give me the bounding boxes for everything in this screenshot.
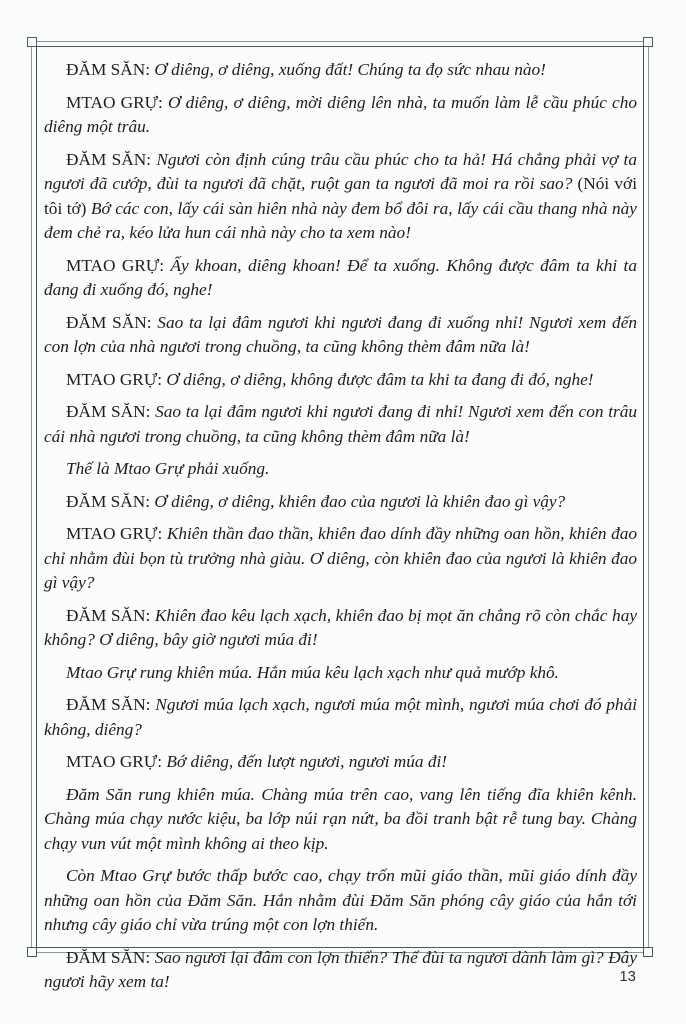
paragraph	[44, 148, 637, 246]
italic-text: Ấy khoan, diêng khoan! Để ta xuống. Không được đâm ta khi ta đang đi xuống đó, nghe!	[44, 255, 637, 299]
page-number: 13	[619, 968, 636, 985]
frame-corner-ornament	[643, 37, 653, 47]
dialogue-text	[44, 58, 637, 1003]
italic-text: Ơ diêng, ơ diêng, khiên đao của ngươi là khiên đao gì vậy?	[154, 491, 566, 511]
paragraph	[44, 311, 637, 360]
frame-corner-ornament	[27, 947, 37, 957]
speaker-label: (Nói với tôi tớ)	[44, 174, 637, 218]
italic-text: Ơ diêng, ơ diêng, xuống đất! Chúng ta đọ sức nhau nào!	[154, 60, 546, 79]
speaker-label: ĐĂM SĂN:	[66, 312, 158, 332]
speaker-label: ĐĂM SĂN:	[66, 60, 155, 79]
paragraph	[44, 783, 637, 857]
italic-text: Đăm Săn rung khiên múa. Chàng múa trên cao, vang lên tiếng đĩa khiên kênh. Chàng múa chạy nước kiệu, ba lớp núi rạn nứt, ba đồi tranh bật rễ tung bay. Chàng chạy vun vút một mình không ai theo kịp.	[44, 784, 637, 853]
italic-text: Khiên thần đao thần, khiên đao dính đầy những oan hồn, khiên đao chỉ nhằm đùi bọn tù trưởng nhà giàu. Ơ diêng, còn khiên đao của ngươi là khiên đao gì vậy?	[44, 524, 637, 592]
italic-text: Bớ diêng, đến lượt ngươi, ngươi múa đi!	[166, 752, 448, 771]
italic-text: Ơ diêng, ơ diêng, không được đâm ta khi ta đang đi đó, nghe!	[166, 369, 594, 389]
speaker-label: ĐĂM SĂN:	[66, 491, 155, 511]
paragraph	[44, 522, 637, 596]
paragraph	[44, 91, 637, 140]
italic-text: Ơ diêng, ơ diêng, mời diêng lên nhà, ta muốn làm lễ cầu phúc cho diêng một trâu.	[44, 92, 637, 136]
paragraph	[44, 490, 637, 515]
italic-text: Mtao Grự rung khiên múa. Hắn múa kêu lạch xạch như quả mướp khô.	[66, 662, 559, 682]
paragraph	[44, 750, 637, 775]
speaker-label: ĐĂM SĂN:	[66, 402, 156, 421]
italic-text: Khiên đao kêu lạch xạch, khiên đao bị mọt ăn chẳng rõ còn chắc hay không? Ơ diêng, bây giờ ngươi múa đi!	[44, 605, 637, 649]
speaker-label: ĐĂM SĂN:	[66, 947, 155, 967]
paragraph	[44, 368, 637, 393]
speaker-label: ĐĂM SĂN:	[66, 695, 156, 714]
speaker-label: MTAO GRỰ:	[66, 752, 167, 771]
speaker-label: ĐĂM SĂN:	[66, 149, 157, 169]
italic-text: Ngươi còn định cúng trâu cầu phúc cho ta hả! Há chẳng phải vợ ta ngươi đã cướp, đùi ta ngươi đã chặt, ruột gan ta ngươi đã moi ra rồi sao?	[44, 149, 638, 193]
paragraph	[44, 457, 637, 482]
speaker-label: MTAO GRỰ:	[66, 524, 167, 543]
frame-corner-ornament	[27, 37, 37, 47]
italic-text: Thế là Mtao Grự phải xuống.	[66, 459, 270, 478]
speaker-label: MTAO GRỰ:	[66, 369, 167, 389]
speaker-label: MTAO GRỰ:	[66, 255, 171, 275]
speaker-label: MTAO GRỰ:	[66, 92, 168, 112]
paragraph	[44, 254, 637, 303]
paragraph	[44, 946, 637, 995]
italic-text: Bớ các con, lấy cái sàn hiên nhà này đem bổ đôi ra, lấy cái cầu thang nhà này đem chẻ ra, kéo lửa hun cái nhà này cho ta xem nào!	[44, 198, 637, 242]
paragraph	[44, 661, 637, 686]
paragraph	[44, 604, 637, 653]
paragraph	[44, 864, 637, 938]
italic-text: Sao ta lại đâm ngươi khi ngươi đang đi xuống nhỉ! Ngươi xem đến con lợn của nhà ngươi trong chuồng, ta cũng không thèm đâm nữa là!	[44, 312, 638, 356]
paragraph	[44, 693, 637, 742]
paragraph	[44, 400, 637, 449]
italic-text: Ngươi múa lạch xạch, ngươi múa một mình, ngươi múa chơi đó phải không, diêng?	[44, 695, 638, 739]
speaker-label: ĐĂM SĂN:	[66, 605, 155, 625]
paragraph	[44, 58, 637, 83]
italic-text: Còn Mtao Grự bước thấp bước cao, chạy trốn mũi giáo thần, mũi giáo dính đầy những oan hồn của Đăm Săn. Hắn nhằm đùi Đăm Săn phóng cây giáo của hắn tới nhưng cây giáo chỉ vừa trúng một con lợn thiến.	[44, 866, 637, 934]
italic-text: Sao ngươi lại đâm con lợn thiến? Thế đùi ta ngươi dành làm gì? Đây ngươi hãy xem ta!	[44, 947, 637, 991]
frame-corner-ornament	[643, 947, 653, 957]
italic-text: Sao ta lại đâm ngươi khi ngươi đang đi nhỉ! Ngươi xem đến con trâu cái nhà ngươi trong chuồng, ta cũng không thèm đâm nữa là!	[44, 402, 637, 446]
